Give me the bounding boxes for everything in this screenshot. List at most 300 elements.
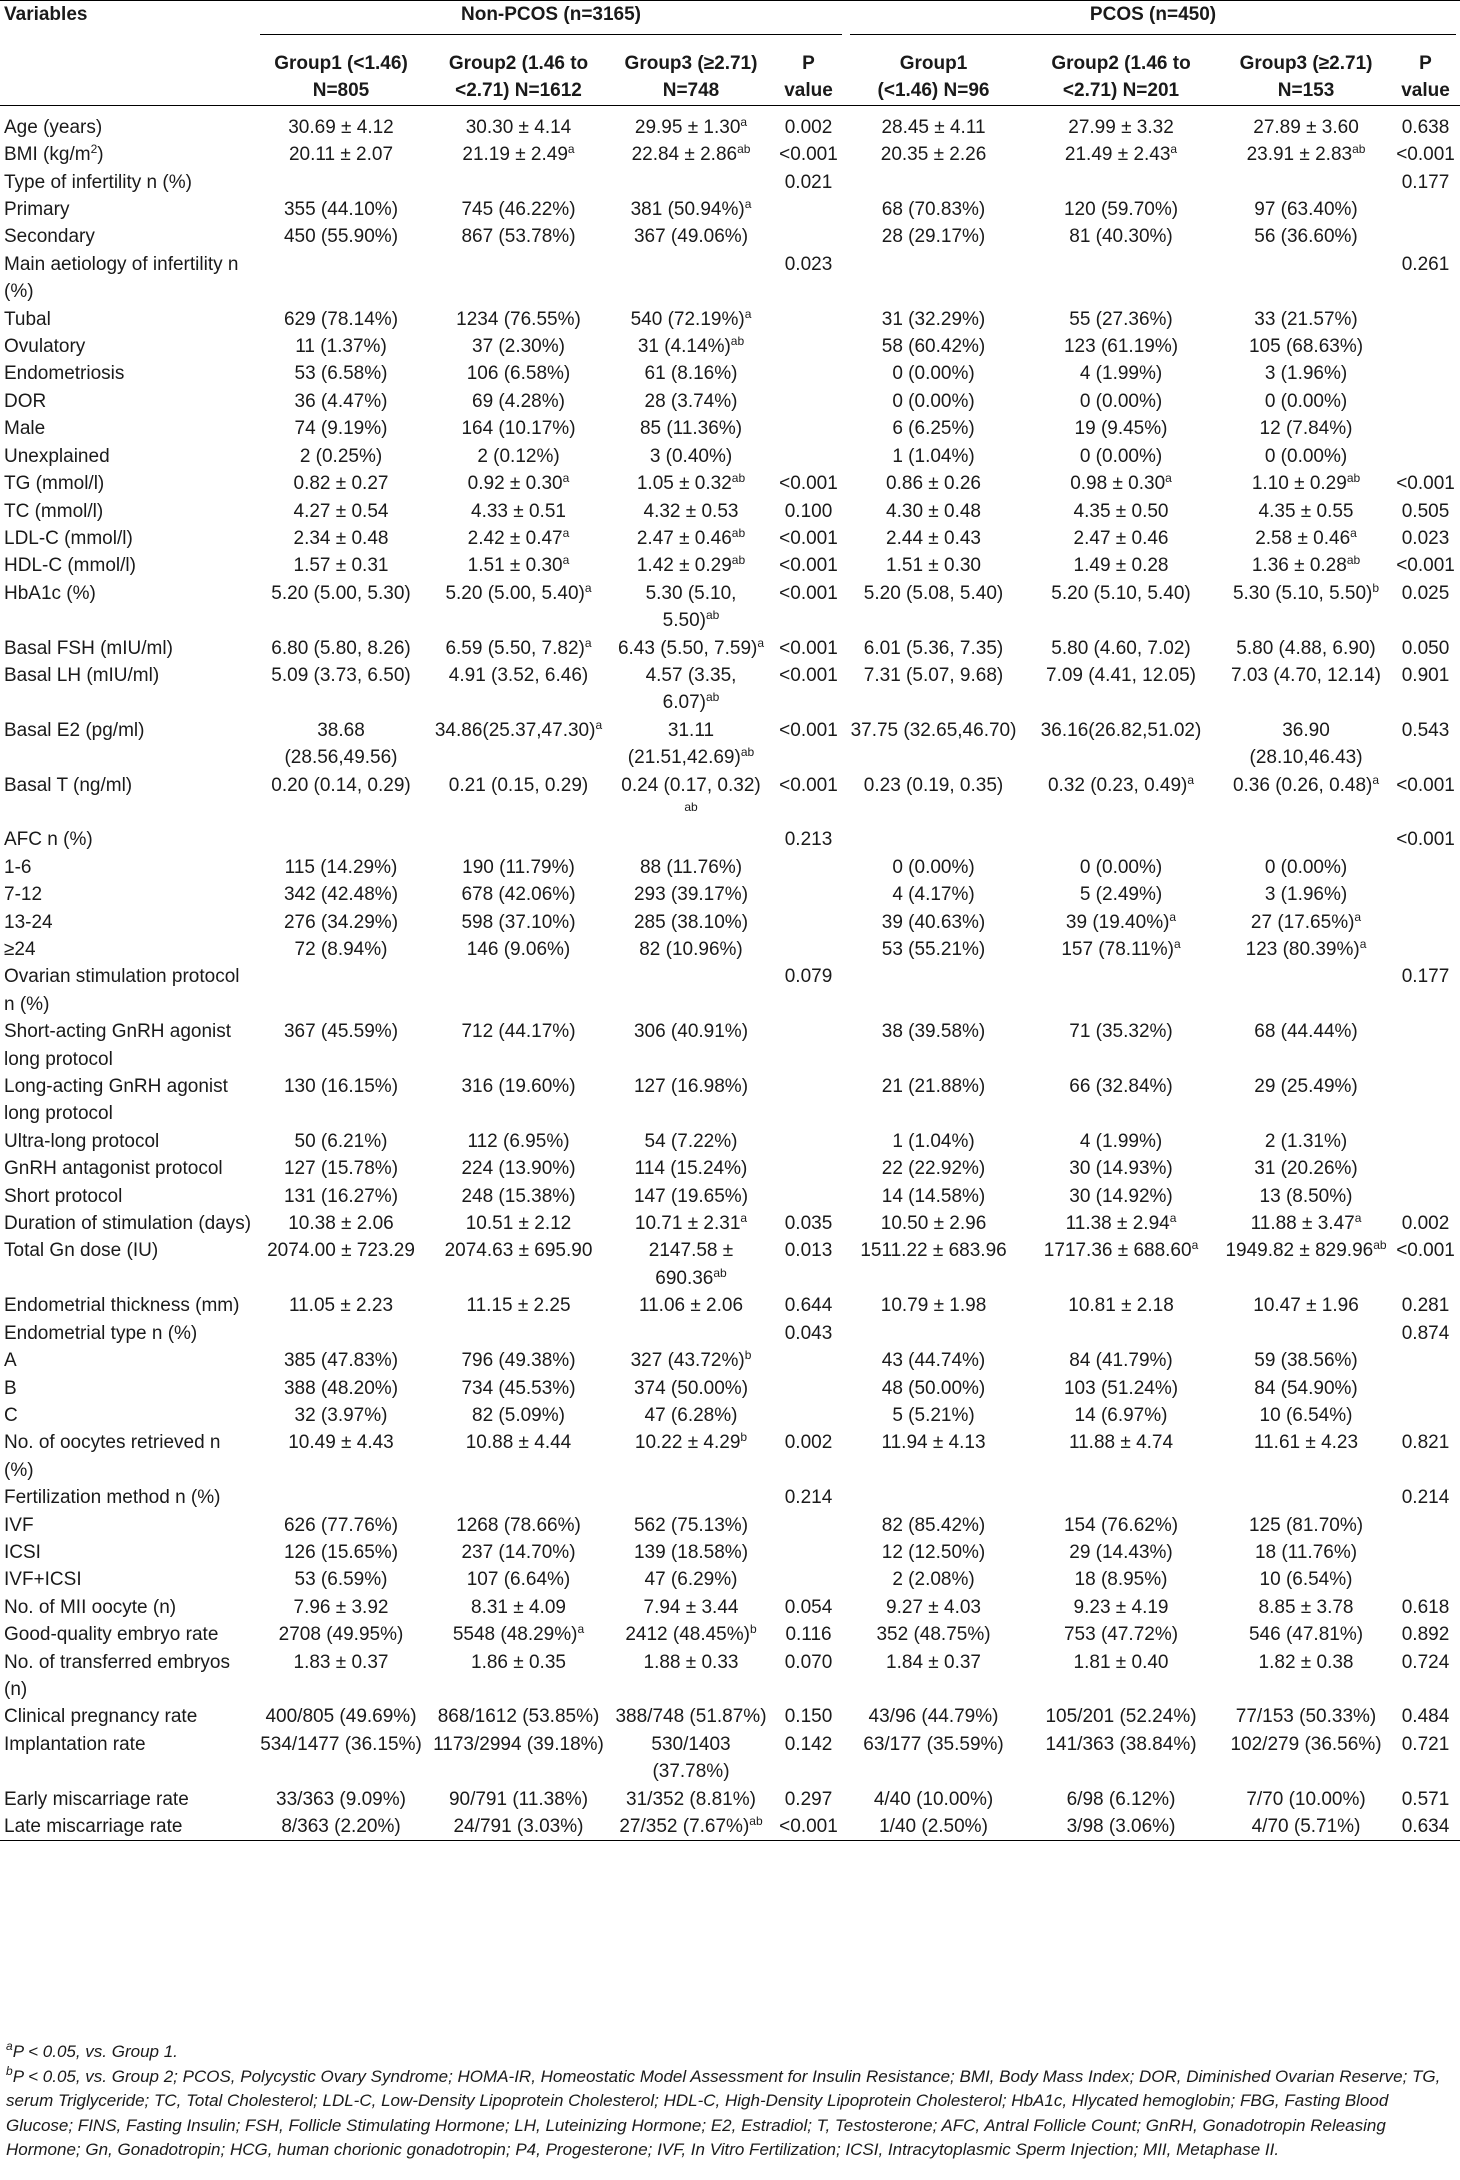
value-cell: 6/98 (6.12%): [1066, 1788, 1176, 1810]
value-cell: 450 (55.90%): [283, 226, 399, 248]
value-cell: [611, 963, 771, 1018]
value-cell: 69 (4.28%): [472, 390, 565, 412]
table-row: [0, 963, 1460, 1018]
value-cell: 0.821: [1401, 1432, 1450, 1454]
column-header-line: N=805: [312, 80, 370, 102]
value-cell: 21.19 ± 2.49$^a$: [462, 142, 575, 166]
column-header-line: <2.71) N=1612: [455, 80, 582, 102]
value-cell: [771, 1018, 846, 1073]
variable-name-cell: C: [4, 1404, 18, 1426]
variable-name-cell: Type of infertility n (%): [4, 171, 192, 193]
value-cell: [1391, 1566, 1460, 1593]
table-row: [0, 552, 1460, 579]
value-cell: 68 (70.83%): [881, 199, 986, 221]
value-cell: [1021, 169, 1221, 196]
table-row: [0, 854, 1460, 881]
value-cell: 84 (41.79%): [1069, 1350, 1173, 1372]
value-cell: 629 (78.14%): [283, 308, 399, 330]
footnote: $^b$P < 0.05, vs. Group 2; PCOS, Polycystic Ovary Syndrome; HOMA-IR, Homeostatic Model Assessment for Insulin Resistance; BMI, Body Mass Index; DOR, Diminished Ovarian Reserve; TG, serum Triglyceride; TC, Total Cholesterol; LDL-C, Low-Density Lipoprotein Cholesterol; HDL-C, High-Density Lipoprotein Cholesterol; HbA1c, Hlycated hemoglobin; FBG, Fasting Blood Glucose; FINS, Fasting Insulin; FSH, Follicle Stimulating Hormone; LH, Luteinizing Hormone; E2, Estradiol; T, Testosterone; AFC, Antral Follicle Count; GnRH, Gonadotropin Releasing Hormone; Gn, Gonadotropin; HCG, human chorionic gonadotropin; P4, Progesterone; IVF, In Vitro Fertilization; ICSI, Intracytoplasmic Sperm Injection; MII, Metaphase II.: [6, 2063, 1441, 2159]
value-cell: [771, 1539, 846, 1566]
value-cell: 2074.63 ± 695.90: [444, 1240, 593, 1262]
value-cell: 84 (54.90%): [1254, 1377, 1358, 1399]
value-cell: [771, 1375, 846, 1402]
variable-name-cell: LDL-C (mmol/l): [4, 527, 133, 549]
column-header: [1391, 50, 1460, 105]
value-cell: 31/352 (8.81%): [626, 1788, 756, 1810]
value-cell: 5.80 (4.88, 6.90): [1236, 637, 1376, 659]
value-cell: 1 (1.04%): [892, 445, 975, 467]
value-cell: 1/40 (2.50%): [879, 1816, 988, 1837]
value-cell: 10 (6.54%): [1259, 1404, 1353, 1426]
table-row: [0, 1183, 1460, 1210]
value-cell: 1.05 ± 0.32$^{ab}$: [636, 471, 746, 495]
value-cell: 6 (6.25%): [892, 418, 975, 440]
column-header-line: <2.71) N=201: [1062, 80, 1180, 102]
value-cell: <0.001: [779, 555, 838, 577]
value-cell: [1391, 1018, 1460, 1073]
value-cell: 7.94 ± 3.44: [643, 1596, 739, 1618]
value-cell: 734 (45.53%): [461, 1377, 576, 1399]
variable-name-cell: DOR: [4, 390, 47, 412]
value-cell: [1391, 881, 1460, 908]
value-cell: [771, 1402, 846, 1429]
value-cell: 0.054: [784, 1596, 833, 1618]
value-cell: 8/363 (2.20%): [281, 1816, 401, 1837]
value-cell: 47 (6.28%): [644, 1404, 738, 1426]
value-cell: 0.002: [1401, 1213, 1450, 1235]
value-cell: 0.023: [1401, 527, 1450, 549]
table-row: [0, 1484, 1460, 1511]
value-cell: 0.025: [1401, 582, 1450, 604]
value-cell: 28.45 ± 4.11: [881, 116, 986, 138]
column-header-line: value: [784, 80, 833, 102]
value-cell: [611, 1320, 771, 1347]
value-cell: 29.95 ± 1.30$^a$: [634, 114, 748, 138]
value-cell: 5.20 (5.00, 5.40)$^a$: [445, 580, 592, 604]
value-cell: 11.94 ± 4.13: [881, 1432, 986, 1454]
value-cell: 11.88 ± 3.47$^a$: [1250, 1211, 1362, 1235]
column-header-line: Group1: [899, 53, 968, 74]
value-cell: 4.35 ± 0.50: [1073, 500, 1169, 522]
value-cell: 1.83 ± 0.37: [293, 1651, 389, 1673]
column-header: [1021, 50, 1221, 105]
column-header-line: Group1 (<1.46): [274, 53, 408, 74]
empty-header-cell: [0, 50, 256, 105]
value-cell: 2074.00 ± 723.29: [267, 1240, 415, 1262]
value-cell: 0.043: [784, 1322, 833, 1344]
value-cell: [771, 388, 846, 415]
variable-name-cell: IVF: [4, 1514, 34, 1536]
value-cell: 1268 (78.66%): [456, 1514, 581, 1536]
value-cell: 7.09 (4.41, 12.05): [1046, 664, 1197, 686]
value-cell: 61 (8.16%): [644, 363, 738, 385]
variable-name-cell: Implantation rate: [4, 1733, 146, 1755]
value-cell: 55 (27.36%): [1069, 308, 1173, 330]
variable-name-cell: No. of transferred embryos (n): [4, 1651, 230, 1700]
variable-name-cell: HbA1c (%): [4, 582, 96, 604]
value-cell: 745 (46.22%): [461, 199, 576, 221]
value-cell: <0.001: [779, 664, 838, 686]
value-cell: [1021, 963, 1221, 1018]
variable-name-cell: Secondary: [4, 226, 95, 248]
value-cell: 0 (0.00%): [1264, 390, 1348, 412]
value-cell: 11.38 ± 2.94$^a$: [1065, 1211, 1177, 1235]
column-header-line: Group2 (1.46 to: [1051, 53, 1191, 74]
value-cell: 1.82 ± 0.38: [1258, 1651, 1354, 1673]
variable-name-cell: Male: [4, 418, 46, 440]
table-row: [0, 1703, 1460, 1730]
column-header: [1221, 50, 1391, 105]
table-row: [0, 1566, 1460, 1593]
value-cell: [1391, 1512, 1460, 1539]
variable-name-cell: A: [4, 1350, 17, 1372]
value-cell: 123 (61.19%): [1063, 336, 1179, 358]
variable-name-cell: Endometrial thickness (mm): [4, 1295, 240, 1317]
variable-name-cell: B: [4, 1377, 17, 1399]
variable-name-cell: Good-quality embryo rate: [4, 1624, 219, 1646]
value-cell: [1221, 963, 1391, 1018]
value-cell: 30 (14.93%): [1069, 1158, 1173, 1180]
value-cell: 0.82 ± 0.27: [293, 473, 389, 495]
value-cell: 102/279 (36.56%): [1230, 1733, 1382, 1755]
value-cell: 868/1612 (53.85%): [437, 1706, 600, 1728]
value-cell: [1391, 1402, 1460, 1429]
value-cell: [771, 306, 846, 333]
table-row: [0, 1375, 1460, 1402]
table-row: [0, 498, 1460, 525]
value-cell: [1391, 360, 1460, 387]
value-cell: 0 (0.00%): [1264, 445, 1348, 467]
variable-name-cell: HDL-C (mmol/l): [4, 555, 136, 577]
value-cell: [426, 1320, 611, 1347]
value-cell: [1391, 443, 1460, 470]
value-cell: 11.88 ± 4.74: [1068, 1432, 1174, 1454]
value-cell: 141/363 (38.84%): [1045, 1733, 1197, 1755]
value-cell: 0.150: [784, 1706, 833, 1728]
value-cell: 190 (11.79%): [462, 856, 575, 878]
value-cell: 31 (20.26%): [1254, 1158, 1358, 1180]
value-cell: [256, 1320, 426, 1347]
value-cell: 0.98 ± 0.30$^a$: [1070, 471, 1172, 495]
value-cell: 125 (81.70%): [1248, 1514, 1364, 1536]
value-cell: [1391, 1375, 1460, 1402]
value-cell: [771, 881, 846, 908]
value-cell: 59 (38.56%): [1254, 1350, 1358, 1372]
value-cell: 9.23 ± 4.19: [1073, 1596, 1169, 1618]
value-cell: [426, 169, 611, 196]
table-row: [0, 1073, 1460, 1128]
value-cell: <0.001: [779, 582, 838, 604]
value-cell: 33 (21.57%): [1254, 308, 1358, 330]
variable-name-cell: Basal T (ng/ml): [4, 774, 133, 796]
value-cell: 0.142: [784, 1733, 833, 1755]
value-cell: 10.47 ± 1.96: [1253, 1295, 1359, 1317]
variable-name-cell: Tubal: [4, 308, 51, 330]
value-cell: 385 (47.83%): [283, 1350, 399, 1372]
value-cell: [771, 1073, 846, 1128]
value-cell: 1.36 ± 0.28$^{ab}$: [1251, 553, 1361, 577]
value-cell: 2 (1.31%): [1264, 1130, 1348, 1152]
value-cell: 6.59 (5.50, 7.82)$^a$: [445, 635, 592, 659]
value-cell: 530/1403 (37.78%): [651, 1733, 731, 1783]
table-row: [0, 141, 1460, 168]
value-cell: 27 $(17.65\%)^a$: [1250, 909, 1362, 933]
value-cell: [1391, 388, 1460, 415]
header-row-groups: [0, 1, 1460, 51]
value-cell: 66 (32.84%): [1069, 1076, 1173, 1098]
value-cell: 20.11 ± 2.07: [288, 144, 394, 166]
value-cell: [771, 223, 846, 250]
value-cell: 0 (0.00%): [892, 390, 975, 412]
table-row: [0, 360, 1460, 387]
value-cell: [1021, 1320, 1221, 1347]
value-cell: 10.81 ± 2.18: [1068, 1295, 1174, 1317]
value-cell: 10.50 ± 2.96: [880, 1213, 987, 1235]
value-cell: 5.30 (5.10, 5.50)$^b$: [1232, 580, 1380, 604]
variable-name-cell: Long-acting GnRH agonist long protocol: [4, 1076, 228, 1125]
value-cell: [771, 415, 846, 442]
value-cell: 10.71 ± 2.31$^a$: [634, 1211, 748, 1235]
value-cell: 1.51 ± 0.30$^a$: [467, 553, 570, 577]
value-cell: 29 (25.49%): [1254, 1076, 1358, 1098]
value-cell: 58 (60.42%): [881, 336, 986, 358]
value-cell: 11.61 ± 4.23: [1253, 1432, 1359, 1454]
value-cell: 0.281: [1401, 1295, 1450, 1317]
value-cell: [256, 826, 426, 853]
variable-name-cell: Basal LH (mIU/ml): [4, 664, 160, 686]
value-cell: 8.31 ± 4.09: [471, 1596, 566, 1618]
value-cell: 1.42 ± 0.29$^{ab}$: [636, 553, 746, 577]
value-cell: 82 (5.09%): [472, 1404, 565, 1426]
value-cell: 2.44 ± 0.43: [886, 527, 981, 549]
value-cell: 540 $(72.19\%)^a$: [630, 306, 752, 330]
value-cell: [771, 443, 846, 470]
value-cell: 43/96 (44.79%): [868, 1706, 999, 1728]
value-cell: 1.49 ± 0.28: [1073, 555, 1169, 577]
value-cell: 0.002: [784, 116, 833, 138]
value-cell: 224 (13.90%): [461, 1158, 576, 1180]
value-cell: 30.69 ± 4.12: [288, 116, 394, 138]
column-header-line: (<1.46) N=96: [877, 80, 990, 102]
table-row: [0, 1320, 1460, 1347]
value-cell: 7.31 (5.07, 9.68): [863, 664, 1004, 686]
variable-name-cell: Basal E2 (pg/ml): [4, 719, 145, 741]
table-body: [0, 105, 1460, 1841]
value-cell: 0.571: [1401, 1788, 1450, 1810]
value-cell: [771, 936, 846, 963]
value-cell: 39 (40.63%): [881, 911, 986, 933]
value-cell: 0.32 (0.23, 0.49)$^a$: [1047, 772, 1195, 796]
value-cell: 56 (36.60%): [1254, 226, 1358, 248]
value-cell: [1391, 1128, 1460, 1155]
value-cell: 0 (0.00%): [892, 363, 975, 385]
variable-name-cell: No. of oocytes retrieved n (%): [4, 1432, 221, 1481]
value-cell: 9.27 ± 4.03: [886, 1596, 981, 1618]
value-cell: 626 (77.76%): [283, 1514, 399, 1536]
value-cell: 28 (29.17%): [881, 226, 986, 248]
value-cell: [771, 1347, 846, 1374]
value-cell: [1391, 306, 1460, 333]
table-row: [0, 1402, 1460, 1429]
value-cell: 276 (34.29%): [283, 911, 399, 933]
variable-name-cell: Short protocol: [4, 1185, 123, 1207]
value-cell: 2.34 ± 0.48: [293, 527, 389, 549]
value-cell: [256, 963, 426, 1018]
table-row: [0, 223, 1460, 250]
value-cell: 146 (9.06%): [466, 939, 571, 960]
value-cell: 2.58 ± 0.46$^a$: [1255, 525, 1357, 549]
value-cell: <0.001: [1396, 1240, 1455, 1262]
column-header-line: value: [1401, 80, 1450, 102]
table-row: [0, 169, 1460, 196]
value-cell: 11.06 ± 2.06: [638, 1295, 744, 1317]
value-cell: 105/201 (52.24%): [1045, 1706, 1197, 1728]
variable-name-cell: Ovulatory: [4, 336, 86, 358]
value-cell: 10.49 ± 4.43: [288, 1432, 394, 1454]
value-cell: [611, 169, 771, 196]
column-header: [426, 50, 611, 105]
table-row: [0, 909, 1460, 936]
value-cell: [426, 826, 611, 853]
value-cell: 36 (4.47%): [294, 390, 388, 412]
value-cell: 5 (5.21%): [892, 1404, 975, 1426]
value-cell: 7.96 ± 3.92: [293, 1596, 389, 1618]
value-cell: 1.81 ± 0.40: [1073, 1651, 1169, 1673]
table-row: [0, 306, 1460, 333]
value-cell: 678 (42.06%): [461, 884, 576, 906]
value-cell: [771, 909, 846, 936]
nonpcos-header: Non-PCOS (n=3165): [256, 1, 846, 51]
value-cell: 0.116: [785, 1624, 832, 1646]
value-cell: 21.49 ± 2.43$^a$: [1064, 142, 1178, 166]
value-cell: 14 (6.97%): [1074, 1404, 1168, 1426]
value-cell: 0 (0.00%): [1079, 390, 1163, 412]
value-cell: 50 (6.21%): [294, 1130, 388, 1152]
table-row: [0, 415, 1460, 442]
value-cell: 355 (44.10%): [283, 199, 399, 221]
value-cell: 10.88 ± 4.44: [465, 1432, 572, 1454]
table-row: [0, 470, 1460, 497]
variable-name-cell: ICSI: [4, 1541, 41, 1563]
column-header-line: Group3 (≥2.71): [624, 53, 758, 74]
value-cell: 13 (8.50%): [1259, 1185, 1353, 1207]
value-cell: 23.91 ± 2.83$^{ab}$: [1246, 142, 1366, 166]
value-cell: 71 (35.32%): [1069, 1021, 1173, 1043]
value-cell: [1391, 854, 1460, 881]
value-cell: [771, 1128, 846, 1155]
table-row: [0, 251, 1460, 306]
value-cell: 37.75 (32.65,46.70): [850, 719, 1017, 741]
value-cell: 10.38 ± 2.06: [288, 1213, 394, 1235]
column-header-line: P: [1419, 53, 1432, 74]
value-cell: 0.543: [1401, 719, 1450, 741]
value-cell: 562 (75.13%): [633, 1514, 749, 1536]
value-cell: 0.002: [784, 1432, 833, 1454]
value-cell: 0.24 (0.17, 0.32) $^{ab}$: [621, 774, 761, 814]
column-header: [771, 50, 846, 105]
value-cell: 115 (14.29%): [284, 856, 398, 878]
value-cell: [1391, 415, 1460, 442]
value-cell: 237 (14.70%): [461, 1541, 576, 1563]
value-cell: 54 (7.22%): [644, 1130, 738, 1152]
value-cell: [1221, 1320, 1391, 1347]
table-row: [0, 1649, 1460, 1704]
value-cell: 4 (1.99%): [1079, 363, 1163, 385]
value-cell: [846, 1484, 1021, 1511]
value-cell: 123 $(80.39\%)^a$: [1245, 937, 1367, 960]
value-cell: 21 (21.88%): [881, 1076, 986, 1098]
value-cell: 285 (38.10%): [633, 911, 749, 933]
value-cell: 14 (14.58%): [881, 1185, 986, 1207]
value-cell: 0.721: [1401, 1733, 1450, 1755]
value-cell: 20.35 ± 2.26: [880, 144, 987, 166]
value-cell: 867 (53.78%): [461, 226, 576, 248]
value-cell: 342 (42.48%): [283, 884, 399, 906]
table-row: [0, 1292, 1460, 1319]
value-cell: 5548 $(48.29\%)^a$: [452, 1622, 585, 1646]
value-cell: 0.035: [784, 1213, 833, 1235]
table-row: [0, 881, 1460, 908]
value-cell: [426, 251, 611, 306]
table-row: [0, 580, 1460, 635]
value-cell: 11.15 ± 2.25: [466, 1295, 571, 1317]
value-cell: 4.91 (3.52, 6.46): [448, 664, 589, 686]
value-cell: 1.88 ± 0.33: [643, 1651, 739, 1673]
value-cell: 2 (0.25%): [299, 445, 383, 467]
value-cell: 2.47 ± 0.46: [1073, 527, 1169, 549]
value-cell: 753 (47.72%): [1063, 1624, 1179, 1646]
value-cell: <0.001: [779, 637, 838, 659]
variable-name-cell: Ultra-long protocol: [4, 1130, 160, 1152]
value-cell: 374 (50.00%): [633, 1377, 749, 1399]
value-cell: 0 (0.00%): [892, 856, 975, 878]
value-cell: [1391, 333, 1460, 360]
value-cell: 0.177: [1401, 171, 1450, 193]
value-cell: 30.30 ± 4.14: [465, 116, 572, 138]
value-cell: [771, 1183, 846, 1210]
value-cell: [426, 1484, 611, 1511]
value-cell: <0.001: [1396, 144, 1455, 166]
value-cell: 1949.82 ± 829.96$^{ab}$: [1225, 1238, 1387, 1262]
value-cell: <0.001: [779, 719, 838, 741]
value-cell: 0 (0.00%): [1079, 856, 1163, 878]
value-cell: [771, 196, 846, 223]
value-cell: [256, 169, 426, 196]
value-cell: 0.214: [1401, 1487, 1450, 1509]
table-row: [0, 1429, 1460, 1484]
value-cell: 6.01 (5.36, 7.35): [863, 637, 1004, 659]
value-cell: 293 (39.17%): [633, 884, 749, 906]
value-cell: 22.84 ± 2.86$^{ab}$: [631, 142, 751, 166]
variable-name-cell: Primary: [4, 199, 70, 221]
table-row: [0, 1128, 1460, 1155]
value-cell: 10.22 ± 4.29$^b$: [634, 1430, 748, 1454]
variable-name-cell: IVF+ICSI: [4, 1569, 82, 1591]
value-cell: 1.57 ± 0.31: [293, 555, 389, 577]
column-header-line: Group2 (1.46 to: [448, 53, 589, 74]
value-cell: 1 (1.04%): [892, 1130, 975, 1152]
value-cell: 4.33 ± 0.51: [471, 500, 566, 522]
value-cell: 114 (15.24%): [634, 1158, 748, 1180]
value-cell: 0.261: [1401, 253, 1450, 275]
value-cell: 39 $(19.40\%)^a$: [1065, 909, 1177, 933]
value-cell: [846, 169, 1021, 196]
value-cell: 126 (15.65%): [283, 1541, 399, 1563]
value-cell: 6.80 (5.80, 8.26): [271, 637, 411, 659]
value-cell: 1173/2994 (39.18%): [433, 1733, 604, 1755]
value-cell: 7.03 (4.70, 12.14): [1231, 664, 1382, 686]
value-cell: 796 (49.38%): [461, 1350, 576, 1372]
